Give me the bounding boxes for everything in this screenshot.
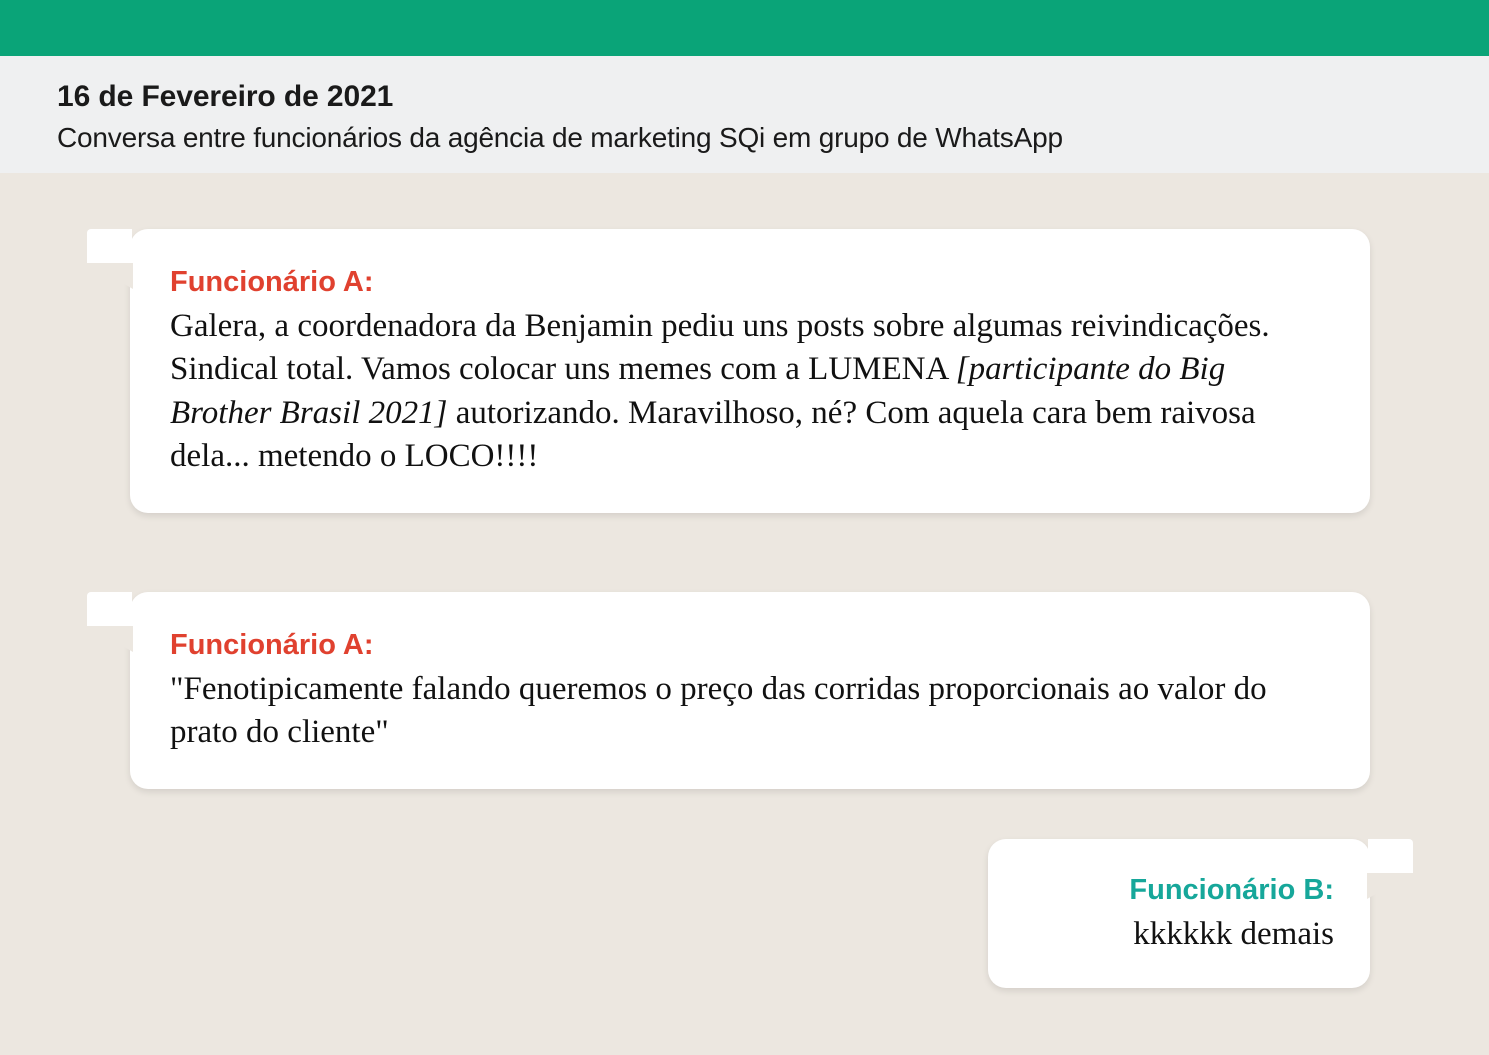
header-date: 16 de Fevereiro de 2021 [57, 80, 394, 113]
message-body: "Fenotipicamente falando queremos o preço das corridas proporcionais ao valor do prato do cliente" [170, 670, 1267, 751]
chat-message-bubble [130, 229, 1370, 513]
header-content [57, 78, 1417, 156]
header-band [0, 56, 1489, 173]
message-body: kkkkkk demais [1133, 915, 1334, 952]
chat-message-bubble [130, 592, 1370, 789]
top-green-bar [0, 0, 1489, 56]
chat-message-bubble [988, 839, 1370, 988]
message-text-part-2: autorizando. Maravilhoso, né? Com aquela cara bem raivosa dela... metendo o LOCO!!!! [170, 394, 1256, 475]
message-sender-label: Funcionário A: [170, 266, 374, 298]
chat-transcript [0, 173, 1489, 1055]
message-sender-label: Funcionário A: [170, 629, 374, 661]
message-sender-label: Funcionário B: [1129, 874, 1334, 906]
message-body [170, 305, 1330, 479]
header-subtitle: Conversa entre funcionários da agência de marketing SQi em grupo de WhatsApp [57, 121, 1063, 153]
message-text-part-1: Galera, a coordenadora da Benjamin pediu uns posts sobre algumas reivindicações. Sindical total. Vamos colocar uns memes com a LUMENA [170, 307, 1270, 388]
message-text-annotation: [participante do Big Brother Brasil 2021] [170, 351, 1226, 431]
